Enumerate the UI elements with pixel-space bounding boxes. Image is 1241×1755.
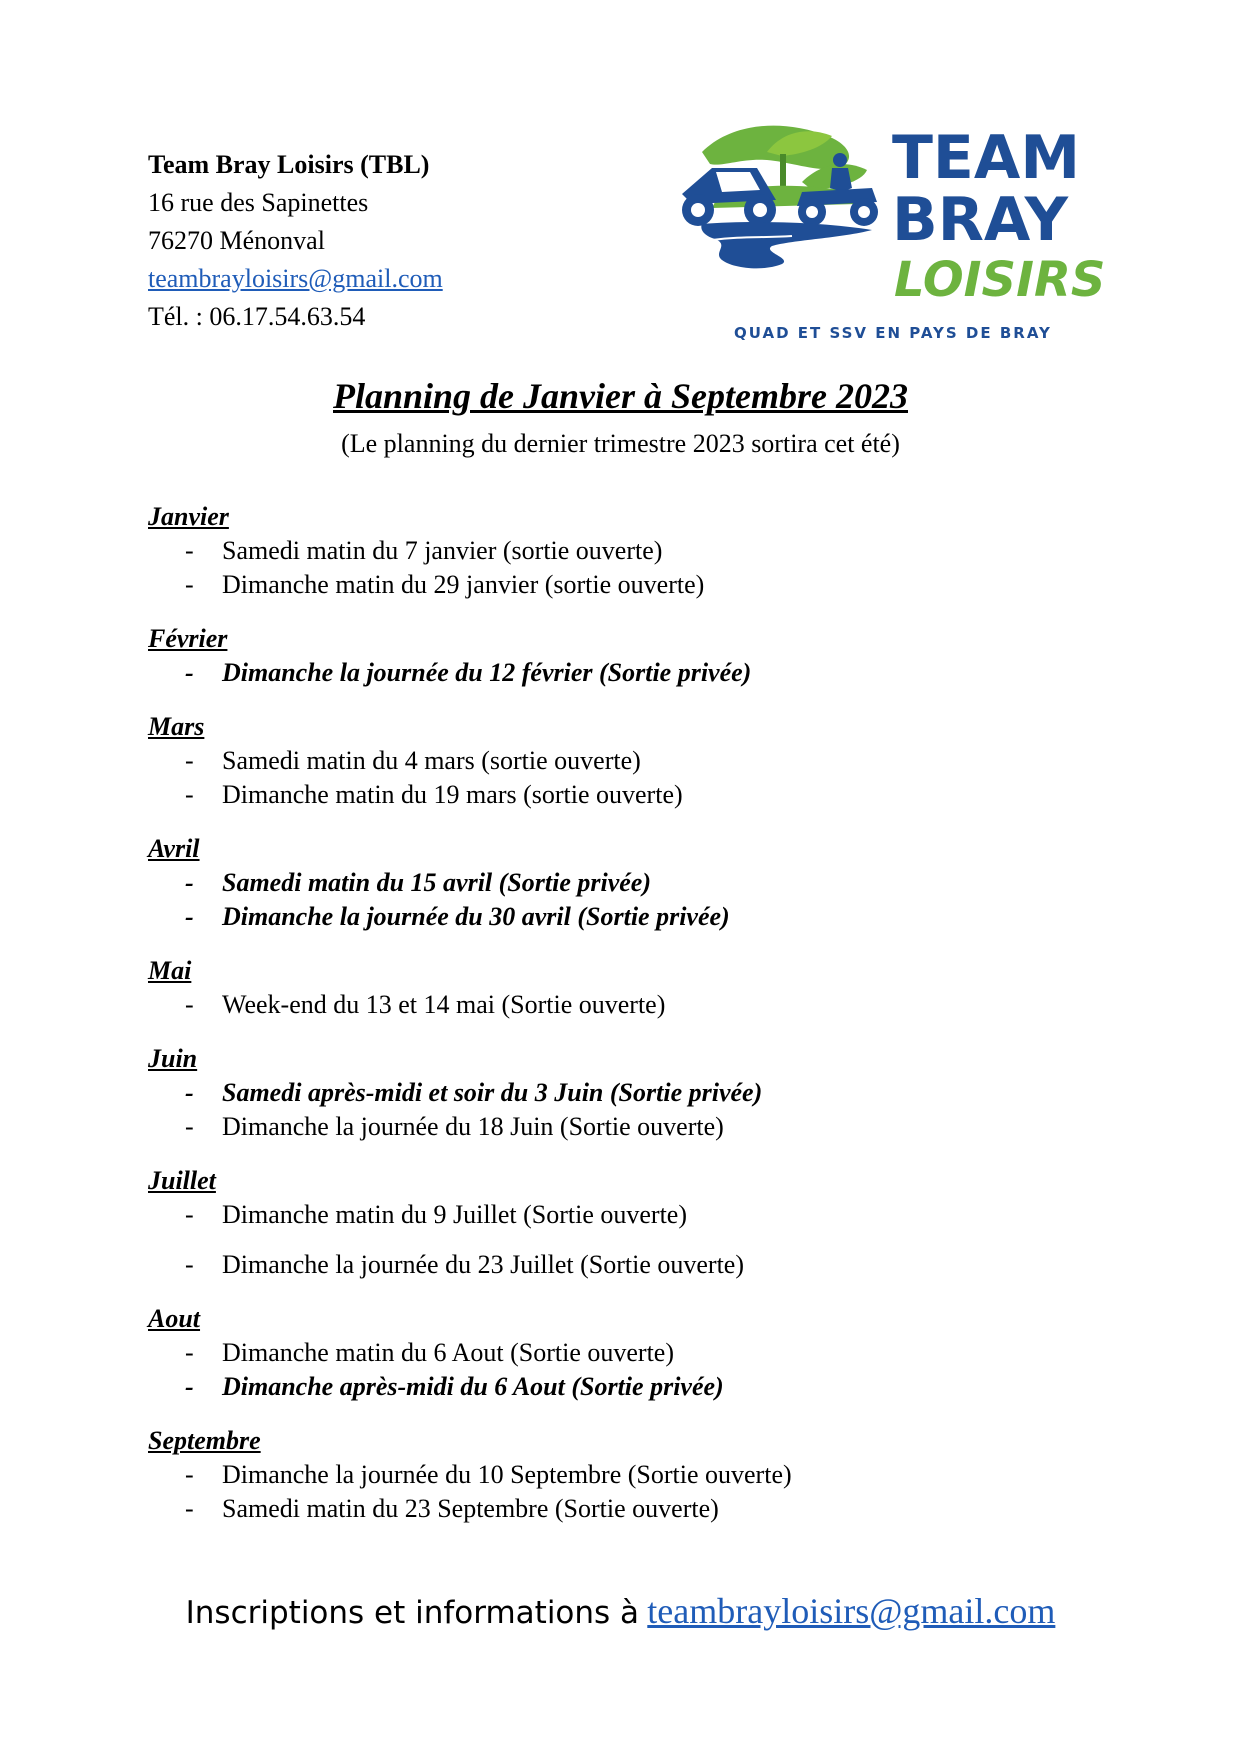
organization-name: Team Bray Loisirs (TBL): [148, 150, 430, 179]
list-item: - Dimanche après-midi du 6 Aout (Sortie privée): [148, 1370, 1148, 1404]
list-item: - Samedi matin du 4 mars (sortie ouverte): [148, 744, 1148, 778]
list-item-text: Samedi matin du 4 mars (sortie ouverte): [222, 746, 641, 775]
footer-contact: [0, 1588, 1241, 1636]
list-item-text: Dimanche matin du 19 mars (sortie ouverte): [222, 780, 683, 809]
logo-line-bray: BRAY: [892, 185, 1069, 255]
list-item-text: Dimanche la journée du 23 Juillet (Sortie ouverte): [222, 1250, 745, 1279]
month-block: [148, 832, 1148, 934]
month-block: [148, 954, 1148, 1022]
list-item-text: Week-end du 13 et 14 mai (Sortie ouverte): [222, 990, 666, 1019]
month-heading: Septembre: [148, 1426, 261, 1455]
month-block: [148, 1302, 1148, 1404]
month-block: [148, 710, 1148, 812]
list-item: - Week-end du 13 et 14 mai (Sortie ouverte): [148, 988, 1148, 1022]
list-item-text: Dimanche après-midi du 6 Aout (Sortie privée): [222, 1372, 724, 1401]
month-block: [148, 1042, 1148, 1144]
month-heading: Janvier: [148, 502, 229, 531]
list-item-text: Dimanche la journée du 18 Juin (Sortie ouverte): [222, 1112, 724, 1141]
month-heading: Juillet: [148, 1166, 216, 1195]
logo-line-team: TEAM: [892, 123, 1081, 193]
month-heading: Avril: [148, 834, 200, 863]
page-title: Planning de Janvier à Septembre 2023: [333, 376, 908, 416]
address-block: [148, 146, 443, 336]
team-bray-logo: [672, 112, 1142, 352]
list-item: - Dimanche la journée du 12 février (Sortie privée): [148, 656, 1148, 690]
list-item: - Dimanche matin du 9 Juillet (Sortie ouverte): [148, 1198, 1148, 1232]
street-address: 16 rue des Sapinettes: [148, 188, 369, 217]
schedule-list: [148, 500, 1148, 1526]
footer-label: Inscriptions et informations à: [185, 1595, 640, 1631]
list-item-text: Samedi matin du 7 janvier (sortie ouverte): [222, 536, 663, 565]
page-subtitle: (Le planning du dernier trimestre 2023 sortira cet été): [341, 429, 900, 458]
list-item: - Samedi après-midi et soir du 3 Juin (Sortie privée): [148, 1076, 1148, 1110]
list-item-text: Samedi matin du 15 avril (Sortie privée): [222, 868, 651, 897]
month-heading: Aout: [148, 1304, 201, 1333]
logo-line-loisirs: LOISIRS: [894, 252, 1106, 308]
list-item: - Dimanche la journée du 18 Juin (Sortie ouverte): [148, 1110, 1148, 1144]
ssv-vehicle-icon: [682, 168, 776, 226]
header-email-link[interactable]: teambrayloisirs@gmail.com: [148, 264, 443, 293]
list-item-text: Dimanche matin du 9 Juillet (Sortie ouverte): [222, 1200, 687, 1229]
list-item: - Dimanche matin du 6 Aout (Sortie ouverte): [148, 1336, 1148, 1370]
month-block: [148, 622, 1148, 690]
ground-swoosh-icon: [701, 222, 872, 268]
month-heading: Mars: [148, 712, 205, 741]
month-block: [148, 1164, 1148, 1282]
logo-tagline: QUAD ET SSV EN PAYS DE BRAY: [734, 324, 1052, 342]
list-item: - Dimanche la journée du 30 avril (Sortie privée): [148, 900, 1148, 934]
list-item: - Samedi matin du 15 avril (Sortie privée): [148, 866, 1148, 900]
list-item-text: Dimanche matin du 6 Aout (Sortie ouverte): [222, 1338, 675, 1367]
list-item: - Samedi matin du 23 Septembre (Sortie ouverte): [148, 1492, 1148, 1526]
footer-email-link[interactable]: teambrayloisirs@gmail.com: [647, 1591, 1056, 1631]
month-heading: Juin: [148, 1044, 198, 1073]
list-item: - Dimanche matin du 19 mars (sortie ouverte): [148, 778, 1148, 812]
list-item-text: Dimanche la journée du 10 Septembre (Sortie ouverte): [222, 1460, 792, 1489]
city-address: 76270 Ménonval: [148, 226, 325, 255]
list-item-text: Dimanche la journée du 12 février (Sortie privée): [222, 658, 752, 687]
month-block: [148, 500, 1148, 602]
list-item: - Samedi matin du 7 janvier (sortie ouverte): [148, 534, 1148, 568]
list-item-text: Dimanche la journée du 30 avril (Sortie privée): [222, 902, 730, 931]
phone-number: Tél. : 06.17.54.63.54: [148, 302, 366, 331]
list-item-text: Samedi après-midi et soir du 3 Juin (Sortie privée): [222, 1078, 763, 1107]
month-heading: Mai: [148, 956, 192, 985]
month-heading: Février: [148, 624, 228, 653]
list-item: - Dimanche la journée du 23 Juillet (Sortie ouverte): [148, 1248, 1148, 1282]
list-item: - Dimanche matin du 29 janvier (sortie ouverte): [148, 568, 1148, 602]
month-block: [148, 1424, 1148, 1526]
list-item-text: Samedi matin du 23 Septembre (Sortie ouverte): [222, 1494, 719, 1523]
list-item-text: Dimanche matin du 29 janvier (sortie ouverte): [222, 570, 705, 599]
list-item: - Dimanche la journée du 10 Septembre (Sortie ouverte): [148, 1458, 1148, 1492]
